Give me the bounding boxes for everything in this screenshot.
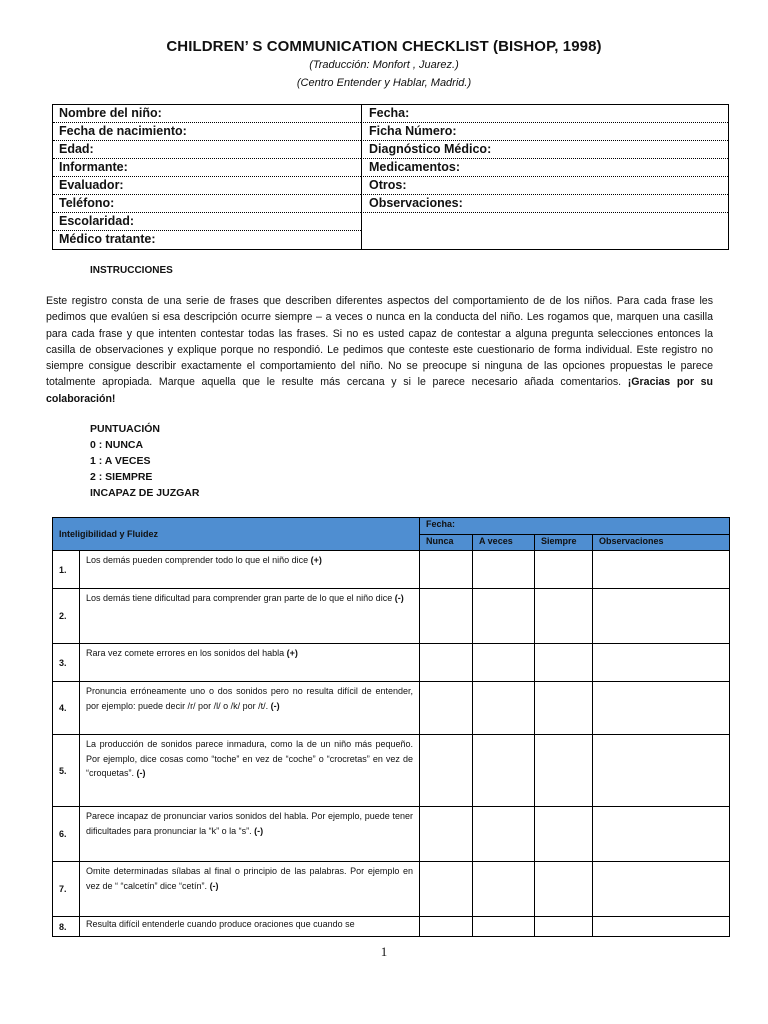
table-row xyxy=(53,682,730,735)
question-body: Pronuncia erróneamente uno o dos sonidos pero no resulta difícil de entender, por ejemplo: puede decir /r/ por /l/ o /k/ por /t/. xyxy=(86,686,414,711)
answer-cell-nunca[interactable] xyxy=(420,862,473,917)
info-field-edad[interactable]: Edad: xyxy=(53,141,361,159)
info-field-blank[interactable] xyxy=(361,231,728,249)
column-header-observaciones: Observaciones xyxy=(593,535,730,551)
table-row xyxy=(53,807,730,862)
row-number: 8. xyxy=(53,917,80,937)
question-polarity: (+) xyxy=(310,555,322,565)
answer-cell-observaciones[interactable] xyxy=(593,589,730,644)
instructions-paragraph xyxy=(46,293,713,407)
answer-cell-siempre[interactable] xyxy=(535,862,593,917)
question-text xyxy=(80,862,420,917)
info-field-ficha-numero[interactable]: Ficha Número: xyxy=(361,123,728,141)
question-polarity: (-) xyxy=(270,700,280,711)
row-number: 1. xyxy=(53,551,80,589)
date-header: Fecha: xyxy=(420,518,730,535)
answer-cell-siempre[interactable] xyxy=(535,682,593,735)
question-polarity: (-) xyxy=(136,768,146,778)
answer-cell-a-veces[interactable] xyxy=(473,682,535,735)
info-field-medicamentos[interactable]: Medicamentos: xyxy=(361,159,728,177)
question-body: Los demás pueden comprender todo lo que el niño dice xyxy=(86,555,309,565)
info-field-evaluador[interactable]: Evaluador: xyxy=(53,177,361,195)
row-number: 7. xyxy=(53,862,80,917)
checklist-table xyxy=(52,517,730,937)
answer-cell-nunca[interactable] xyxy=(420,551,473,589)
table-row xyxy=(53,862,730,917)
instructions-heading: INSTRUCCIONES xyxy=(90,265,173,276)
table-row xyxy=(53,917,730,937)
info-field-observaciones[interactable]: Observaciones: xyxy=(361,195,728,213)
question-body: Rara vez comete errores en los sonidos del habla xyxy=(86,648,285,658)
row-number: 6. xyxy=(53,807,80,862)
question-text xyxy=(80,807,420,862)
thanks-text: ¡Gracias por su colaboración! xyxy=(46,376,713,405)
scoring-item: 0 : NUNCA xyxy=(90,439,144,451)
instructions-text: Este registro consta de una serie de frases que describen diferentes aspectos del comportamiento de de los niños. Para cada frase les pedimos que evalúen si esa descripción ocurre siempre – a veces o nunca en la conducta del niño. Les rogamos que, marquen una casilla para cada frase y que intenten contestar todas las frases. Si no es usted capaz de contestar a alguna pregunta selecciones entonces la casilla de observaciones y explique porque no respondió. Le pedimos que conteste este cuestionario de forma individual. Este registro no siempre consigue describir exactamente el comportamiento del niño. No se preocupe si ninguna de las opciones propuestas le parece totalmente apropiada. Marque aquella que le resulte más cercana y si le parece necesario añada comentarios. xyxy=(46,295,713,389)
question-text xyxy=(80,682,420,735)
answer-cell-observaciones[interactable] xyxy=(593,917,730,937)
answer-cell-observaciones[interactable] xyxy=(593,644,730,682)
info-field-fecha-nacimiento[interactable]: Fecha de nacimiento: xyxy=(53,123,361,141)
answer-cell-nunca[interactable] xyxy=(420,682,473,735)
row-number: 5. xyxy=(53,735,80,807)
section-title: Inteligibilidad y Fluidez xyxy=(53,518,420,551)
question-polarity: (+) xyxy=(286,648,298,658)
scoring-item: INCAPAZ DE JUZGAR xyxy=(90,487,200,499)
question-text xyxy=(80,917,420,937)
answer-cell-a-veces[interactable] xyxy=(473,862,535,917)
row-number: 2. xyxy=(53,589,80,644)
answer-cell-observaciones[interactable] xyxy=(593,682,730,735)
answer-cell-nunca[interactable] xyxy=(420,917,473,937)
patient-info-box xyxy=(52,104,729,250)
document-title: CHILDREN’ S COMMUNICATION CHECKLIST (BISHOP, 1998) xyxy=(166,38,602,55)
answer-cell-nunca[interactable] xyxy=(420,735,473,807)
answer-cell-siempre[interactable] xyxy=(535,589,593,644)
page-number: 1 xyxy=(380,944,388,959)
table-row xyxy=(53,735,730,807)
question-body: Omite determinadas sílabas al final o principio de las palabras. Por ejemplo en vez de “ “calcetín” dice “cetín”. xyxy=(86,866,414,891)
question-polarity: (-) xyxy=(209,880,219,891)
answer-cell-siempre[interactable] xyxy=(535,644,593,682)
answer-cell-a-veces[interactable] xyxy=(473,551,535,589)
question-text xyxy=(80,551,420,589)
question-polarity: (-) xyxy=(394,593,404,603)
info-field-nombre[interactable]: Nombre del niño: xyxy=(53,105,361,123)
answer-cell-observaciones[interactable] xyxy=(593,735,730,807)
answer-cell-nunca[interactable] xyxy=(420,589,473,644)
info-field-diagnostico[interactable]: Diagnóstico Médico: xyxy=(361,141,728,159)
scoring-item: 1 : A VECES xyxy=(90,455,151,467)
column-header-a-veces: A veces xyxy=(473,535,535,551)
row-number: 4. xyxy=(53,682,80,735)
answer-cell-a-veces[interactable] xyxy=(473,589,535,644)
question-text xyxy=(80,589,420,644)
info-right-column xyxy=(361,105,728,249)
question-body: Los demás tiene dificultad para comprender gran parte de lo que el niño dice xyxy=(86,593,393,603)
answer-cell-a-veces[interactable] xyxy=(473,644,535,682)
info-field-medico[interactable]: Médico tratante: xyxy=(59,232,156,246)
info-field-informante[interactable]: Informante: xyxy=(53,159,361,177)
question-text xyxy=(80,644,420,682)
scoring-heading: PUNTUACIÓN xyxy=(90,423,160,435)
column-header-siempre: Siempre xyxy=(535,535,593,551)
question-body: Resulta difícil entenderle cuando produce oraciones que cuando se xyxy=(86,919,355,929)
table-row xyxy=(53,551,730,589)
answer-cell-observaciones[interactable] xyxy=(593,551,730,589)
table-row xyxy=(53,644,730,682)
row-number: 3. xyxy=(53,644,80,682)
info-field-otros[interactable]: Otros: xyxy=(361,177,728,195)
answer-cell-observaciones[interactable] xyxy=(593,862,730,917)
info-field-telefono[interactable]: Teléfono: xyxy=(53,195,361,213)
answer-cell-a-veces[interactable] xyxy=(473,807,535,862)
info-field-blank[interactable] xyxy=(361,213,728,231)
answer-cell-a-veces[interactable] xyxy=(473,917,535,937)
question-polarity: (-) xyxy=(254,825,264,836)
answer-cell-siempre[interactable] xyxy=(535,735,593,807)
question-body: Parece incapaz de pronunciar varios sonidos del habla. Por ejemplo, puede tener dificultades para pronunciar la “k” o la “s”. xyxy=(86,811,414,836)
question-text xyxy=(80,735,420,807)
scoring-item: 2 : SIEMPRE xyxy=(90,471,153,483)
answer-cell-a-veces[interactable] xyxy=(473,735,535,807)
center-credit: (Centro Entender y Hablar, Madrid.) xyxy=(296,77,472,89)
answer-cell-siempre[interactable] xyxy=(535,917,593,937)
info-field-fecha[interactable]: Fecha: xyxy=(361,105,728,123)
question-body: La producción de sonidos parece inmadura, como la de un niño más pequeño. Por ejemplo, dice cosas como “toche” en vez de “coche” o “crocretas” en vez de “croquetas”. xyxy=(86,739,414,778)
answer-cell-siempre[interactable] xyxy=(535,551,593,589)
info-field-escolaridad[interactable]: Escolaridad: xyxy=(53,213,361,231)
answer-cell-nunca[interactable] xyxy=(420,644,473,682)
info-left-column xyxy=(53,105,362,249)
column-header-nunca: Nunca xyxy=(420,535,473,551)
translation-credit: (Traducción: Monfort , Juarez.) xyxy=(309,59,459,71)
answer-cell-siempre[interactable] xyxy=(535,807,593,862)
answer-cell-observaciones[interactable] xyxy=(593,807,730,862)
table-row xyxy=(53,589,730,644)
answer-cell-nunca[interactable] xyxy=(420,807,473,862)
